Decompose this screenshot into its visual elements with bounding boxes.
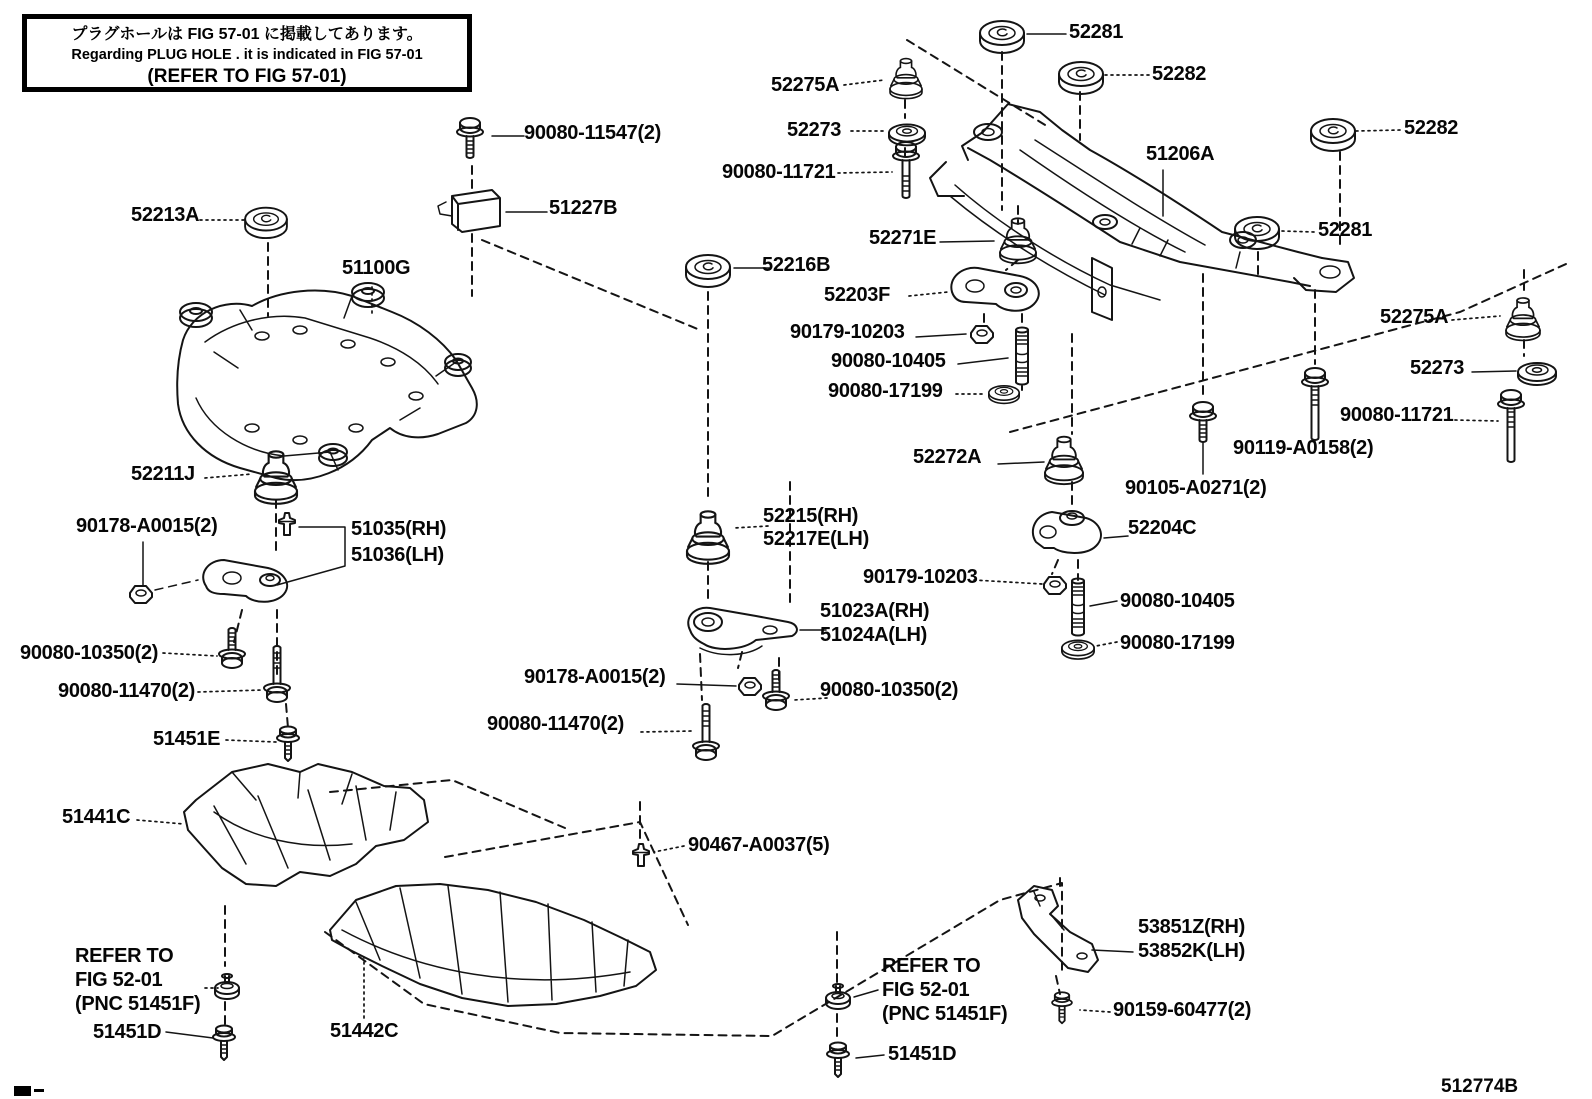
part-label-90467-A0037[interactable]: 90467-A0037(5) — [688, 834, 830, 856]
part-label-90080-10350-bottom[interactable]: 90080-10350(2) — [820, 679, 959, 701]
under-cover-51441C-drawing — [184, 764, 428, 886]
icon-90178-A0015-nut-left — [130, 586, 152, 603]
part-label-51100G[interactable]: 51100G — [342, 257, 411, 279]
part-label-90080-11721-left[interactable]: 90080-11721 — [722, 161, 836, 183]
icon-52216B-grommet — [686, 255, 730, 287]
plug-hole-note — [22, 14, 472, 92]
part-label-52275A-right[interactable]: 52275A — [1380, 306, 1449, 328]
icon-90080-11470-bolt-bottom — [693, 704, 719, 760]
part-label-52273-left[interactable]: 52273 — [787, 119, 842, 141]
clamp-51227B-drawing — [438, 190, 500, 232]
part-label-90105-A0271[interactable]: 90105-A0271(2) — [1125, 477, 1267, 499]
refer-note-right-line2: FIG 52-01 — [882, 979, 970, 1001]
diagram-code: 512774B — [1441, 1076, 1519, 1097]
icon-51451F-fastener-left — [215, 974, 239, 999]
scan-artifact — [14, 1086, 31, 1096]
refer-note-right-line1: REFER TO — [882, 955, 981, 977]
part-label-52271E[interactable]: 52271E — [869, 227, 937, 249]
part-label-52282-right[interactable]: 52282 — [1404, 117, 1459, 139]
icon-90179-10203-nut-bottom — [1044, 577, 1066, 594]
part-label-52215-RH[interactable]: 52215(RH) — [763, 505, 859, 527]
front-crossmember-51100G-drawing — [177, 283, 477, 480]
part-label-51023A-RH[interactable]: 51023A(RH) — [820, 600, 930, 622]
part-label-90080-11547[interactable]: 90080-11547(2) — [524, 122, 662, 144]
icon-51451E-screw — [277, 727, 299, 762]
stay-52204C-drawing — [1033, 511, 1101, 553]
part-label-52217E-LH[interactable]: 52217E(LH) — [763, 528, 869, 550]
refer-note-left-line1: REFER TO — [75, 945, 174, 967]
icon-90178-A0015-clip-top — [279, 513, 295, 535]
icon-90467-A0037-clip — [633, 844, 649, 866]
icon-51451D-screw-right — [827, 1043, 849, 1078]
icon-52282-grommet-top — [1059, 62, 1103, 94]
part-label-90178-A0015-bottom[interactable]: 90178-A0015(2) — [524, 666, 666, 688]
part-label-51227B[interactable]: 51227B — [549, 197, 618, 219]
icon-90179-10203-nut-top — [971, 326, 993, 343]
note-line-jp: プラグホールは FIG 57-01 に掲載してあります。 — [71, 26, 423, 43]
part-label-52204C[interactable]: 52204C — [1128, 517, 1197, 539]
assembly-dashed-lines — [225, 40, 1566, 1042]
refer-note-right-line3: (PNC 51451F) — [882, 1003, 1008, 1025]
note-line-refer: (REFER TO FIG 57-01) — [147, 66, 347, 87]
icon-52213A-grommet — [245, 208, 287, 238]
refer-note-left-line3: (PNC 51451F) — [75, 993, 201, 1015]
part-label-52273-right[interactable]: 52273 — [1410, 357, 1465, 379]
icon-90080-10405-stud-top — [1016, 328, 1028, 385]
part-label-90080-11470-bottom[interactable]: 90080-11470(2) — [487, 713, 625, 735]
part-label-51036-LH[interactable]: 51036(LH) — [351, 544, 444, 566]
icon-52281-grommet-top — [980, 21, 1024, 53]
icon-90178-A0015-nut-bottom — [739, 678, 761, 695]
part-label-51451E[interactable]: 51451E — [153, 728, 221, 750]
icon-90080-10405-stud-bottom — [1072, 579, 1084, 636]
part-label-51451D-right[interactable]: 51451D — [888, 1043, 957, 1065]
part-label-90080-11470-left[interactable]: 90080-11470(2) — [58, 680, 196, 702]
part-label-90179-10203-bottom[interactable]: 90179-10203 — [863, 566, 978, 588]
part-label-52203F[interactable]: 52203F — [824, 284, 891, 306]
part-label-52282-top[interactable]: 52282 — [1152, 63, 1207, 85]
icon-52215-cushion — [687, 511, 729, 563]
part-label-90119-A0158[interactable]: 90119-A0158(2) — [1233, 437, 1374, 459]
part-label-51035-RH[interactable]: 51035(RH) — [351, 518, 447, 540]
part-label-90080-17199-top[interactable]: 90080-17199 — [828, 380, 943, 402]
part-label-90080-10405-bottom[interactable]: 90080-10405 — [1120, 590, 1235, 612]
bracket-53851Z-drawing — [1018, 886, 1098, 972]
icon-52273-washer-right — [1518, 363, 1556, 385]
part-label-51441C[interactable]: 51441C — [62, 806, 131, 828]
part-label-90080-10405-top[interactable]: 90080-10405 — [831, 350, 946, 372]
under-cover-51442C-drawing — [330, 884, 656, 1006]
part-label-90080-11721-right[interactable]: 90080-11721 — [1340, 404, 1454, 426]
part-label-53851Z-RH[interactable]: 53851Z(RH) — [1138, 916, 1246, 938]
part-label-90080-17199-bottom[interactable]: 90080-17199 — [1120, 632, 1235, 654]
icon-90080-11547-bolt — [457, 118, 483, 158]
part-label-52213A[interactable]: 52213A — [131, 204, 200, 226]
part-label-51451D-left[interactable]: 51451D — [93, 1021, 162, 1043]
icon-90080-10350-bolt-bottom — [763, 670, 789, 710]
part-label-52281-top[interactable]: 52281 — [1069, 21, 1124, 43]
stay-52203F-drawing — [951, 268, 1039, 311]
part-label-52275A-left[interactable]: 52275A — [771, 74, 840, 96]
icon-52282-grommet-right — [1311, 119, 1355, 151]
part-label-52272A[interactable]: 52272A — [913, 446, 982, 468]
part-label-52281-right[interactable]: 52281 — [1318, 219, 1373, 241]
part-label-51024A-LH[interactable]: 51024A(LH) — [820, 624, 928, 646]
rear-crossmember-51206A-drawing — [930, 104, 1354, 320]
part-label-51442C[interactable]: 51442C — [330, 1020, 399, 1042]
icon-52275A-cushion-left — [890, 59, 922, 99]
stay-51035-drawing — [203, 560, 287, 602]
arm-51023A-drawing — [688, 608, 797, 655]
icon-90080-17199-retainer-top — [989, 386, 1019, 404]
refer-note-left-line2: FIG 52-01 — [75, 969, 163, 991]
icon-90119-A0158-bolt — [1302, 368, 1328, 440]
icon-90159-60477-bolt — [1052, 992, 1072, 1023]
icon-51451D-screw-left — [213, 1026, 235, 1061]
part-label-90178-A0015-left[interactable]: 90178-A0015(2) — [76, 515, 218, 537]
part-label-52211J[interactable]: 52211J — [131, 463, 195, 485]
part-label-90159-60477[interactable]: 90159-60477(2) — [1113, 999, 1252, 1021]
part-label-52216B[interactable]: 52216B — [762, 254, 831, 276]
part-label-51206A[interactable]: 51206A — [1146, 143, 1215, 165]
part-label-90080-10350-left[interactable]: 90080-10350(2) — [20, 642, 159, 664]
icon-52275A-cushion-right — [1506, 298, 1540, 341]
note-line-en: Regarding PLUG HOLE . it is indicated in FIG 57-01 — [71, 47, 423, 63]
part-label-53852K-LH[interactable]: 53852K(LH) — [1138, 940, 1246, 962]
part-label-90179-10203-top[interactable]: 90179-10203 — [790, 321, 905, 343]
icon-90105-A0271-bolt — [1190, 402, 1216, 442]
icon-90080-17199-retainer-bottom — [1062, 640, 1094, 659]
icon-90080-10350-bolt-left — [219, 628, 245, 668]
icon-52272A-cushion — [1045, 437, 1083, 485]
icon-90080-11721-bolt-right — [1498, 390, 1524, 462]
